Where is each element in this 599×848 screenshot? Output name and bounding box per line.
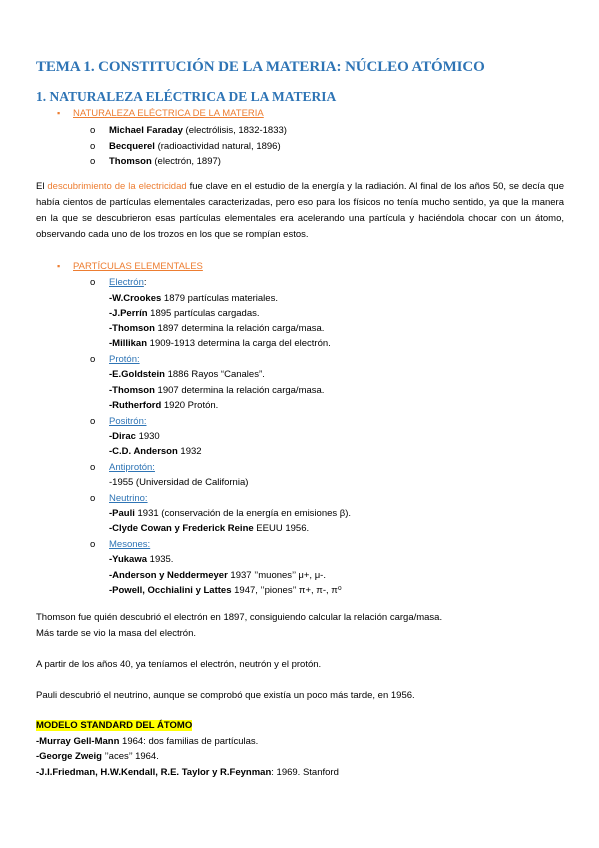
fact-name: -J.I.Friedman, H.W.Kendall, R.E. Taylor y R.Feynman (36, 767, 272, 778)
fact-name: -George Zweig (36, 751, 102, 762)
para-highlight: descubrimiento de la electricidad (47, 181, 187, 192)
person-detail: (electrólisis, 1832-1833) (182, 125, 287, 136)
fact-text: ’’aces’’ 1964. (101, 751, 159, 762)
fact-line (109, 446, 202, 457)
fact-name: -Clyde Cowan y Frederick Reine (109, 523, 254, 534)
fact-text: 1935. (147, 554, 174, 565)
list-item (90, 125, 287, 136)
person-detail: (radioactividad natural, 1896) (154, 141, 281, 152)
sub-heading-colon: : (143, 277, 147, 288)
list-item (90, 156, 221, 167)
fact-text: 1886 Rayos “Canales”. (164, 369, 265, 380)
fact-line (109, 293, 278, 304)
person-name: Thomson (109, 156, 152, 167)
list-item-proton (90, 354, 140, 365)
list-item-mesones (90, 539, 151, 550)
fact-text: : 1969. Stanford (271, 767, 339, 778)
fact-name: -Rutherford (109, 400, 162, 411)
fact-line (109, 554, 173, 565)
bullet-label: NATURALEZA ELÉCTRICA DE LA MATERIA (73, 108, 264, 119)
intro-paragraph (36, 179, 564, 243)
fact-line (109, 308, 260, 319)
fact-text: 1947, ’’piones’’ π+, π-, π⁰ (231, 585, 342, 596)
bullet-naturaleza (57, 108, 264, 119)
para-text: fue clave en el estudio de la energía y la radiación. Al final de los años 50, se decía que había cientos de partículas elementales caracterizadas, pero eso para los físicos no tenía mucho sentido, ya que la manera en la que se descubrieron esas partículas elementales era acelerando una partícula y haciéndola chocar con un átomo, observando cada uno de los trozos en los que se rompían estos. (36, 181, 564, 240)
circle-bullet-icon: o (90, 462, 96, 473)
list-item (90, 141, 281, 152)
fact-line (109, 477, 248, 488)
fact-line (109, 400, 218, 411)
person-detail: (electrón, 1897) (151, 156, 221, 167)
modelo-heading (36, 720, 192, 731)
person-name: Michael Faraday (109, 125, 183, 136)
section-heading: 1. NATURALEZA ELÉCTRICA DE LA MATERIA (36, 89, 337, 104)
bullet-icon: ▪ (57, 261, 61, 271)
fact-text: 1907 determina la relación carga/masa. (154, 385, 325, 396)
para-text: El (36, 181, 48, 192)
fact-text: 1895 partículas cargadas. (147, 308, 260, 319)
fact-name: -Dirac (109, 431, 136, 442)
fact-name: -Murray Gell-Mann (36, 736, 120, 747)
fact-text: 1930 (135, 431, 160, 442)
fact-line (36, 767, 339, 778)
sub-heading: Protón: (109, 354, 140, 365)
fact-line (36, 751, 159, 762)
fact-name: -Thomson (109, 323, 155, 334)
fact-line (109, 431, 160, 442)
circle-bullet-icon: o (90, 493, 96, 504)
sub-heading: Neutrino: (109, 493, 148, 504)
fact-text: 1920 Protón. (161, 400, 219, 411)
bullet-icon: ▪ (57, 108, 61, 118)
paragraph-line: A partir de los años 40, ya teníamos el electrón, neutrón y el protón. (36, 659, 322, 670)
page-title: TEMA 1. CONSTITUCIÓN DE LA MATERIA: NÚCLEO ATÓMICO (36, 59, 485, 75)
highlighted-heading: MODELO STANDARD DEL ÁTOMO (36, 720, 193, 731)
list-item-positron (90, 416, 147, 427)
fact-text: 1909-1913 determina la carga del electrón. (147, 338, 331, 349)
circle-bullet-icon: o (90, 141, 96, 152)
list-item-antiproton (90, 462, 155, 473)
circle-bullet-icon: o (90, 156, 96, 167)
fact-text: -1955 (Universidad de California) (109, 477, 249, 488)
paragraph-line: Pauli descubrió el neutrino, aunque se comprobó que existía un poco más tarde, en 1956. (36, 690, 415, 701)
fact-text: 1879 partículas materiales. (161, 293, 278, 304)
sub-heading: Mesones: (109, 539, 151, 550)
bullet-label: PARTÍCULAS ELEMENTALES (73, 261, 203, 272)
circle-bullet-icon: o (90, 416, 96, 427)
sub-heading: Antiprotón: (109, 462, 155, 473)
fact-name: -E.Goldstein (109, 369, 165, 380)
fact-line (109, 570, 326, 581)
fact-name: -Powell, Occhialini y Lattes (109, 585, 232, 596)
fact-line (109, 385, 324, 396)
paragraph-line: Thomson fue quién descubrió el electrón en 1897, consiguiendo calcular la relación carga/masa. (36, 612, 443, 623)
fact-line (109, 508, 351, 519)
paragraph-line: Más tarde se vio la masa del electrón. (36, 628, 196, 639)
fact-name: -Anderson y Neddermeyer (109, 570, 228, 581)
fact-line (36, 736, 258, 747)
fact-name: -C.D. Anderson (109, 446, 178, 457)
fact-text: 1937 ’’muones’’ μ+, μ-. (227, 570, 326, 581)
circle-bullet-icon: o (90, 125, 96, 136)
fact-line (109, 338, 331, 349)
fact-line (109, 523, 309, 534)
fact-text: 1964: dos familias de partículas. (119, 736, 259, 747)
list-item-electron (90, 277, 147, 288)
fact-text: 1897 determina la relación carga/masa. (154, 323, 325, 334)
fact-line (109, 323, 324, 334)
sub-heading: Positrón: (109, 416, 147, 427)
circle-bullet-icon: o (90, 277, 96, 288)
fact-line (109, 585, 342, 596)
circle-bullet-icon: o (90, 539, 96, 550)
fact-name: -Yukawa (109, 554, 148, 565)
circle-bullet-icon: o (90, 354, 96, 365)
fact-text: 1931 (conservación de la energía en emisiones β). (134, 508, 352, 519)
fact-text: 1932 (177, 446, 202, 457)
person-name: Becquerel (109, 141, 155, 152)
fact-name: -Millikan (109, 338, 148, 349)
fact-text: EEUU 1956. (253, 523, 310, 534)
fact-line (109, 369, 265, 380)
sub-heading: Electrón (109, 277, 144, 288)
fact-name: -Pauli (109, 508, 135, 519)
fact-name: -J.Perrín (109, 308, 148, 319)
fact-name: -W.Crookes (109, 293, 162, 304)
bullet-particulas (57, 261, 203, 272)
list-item-neutrino (90, 493, 148, 504)
fact-name: -Thomson (109, 385, 155, 396)
